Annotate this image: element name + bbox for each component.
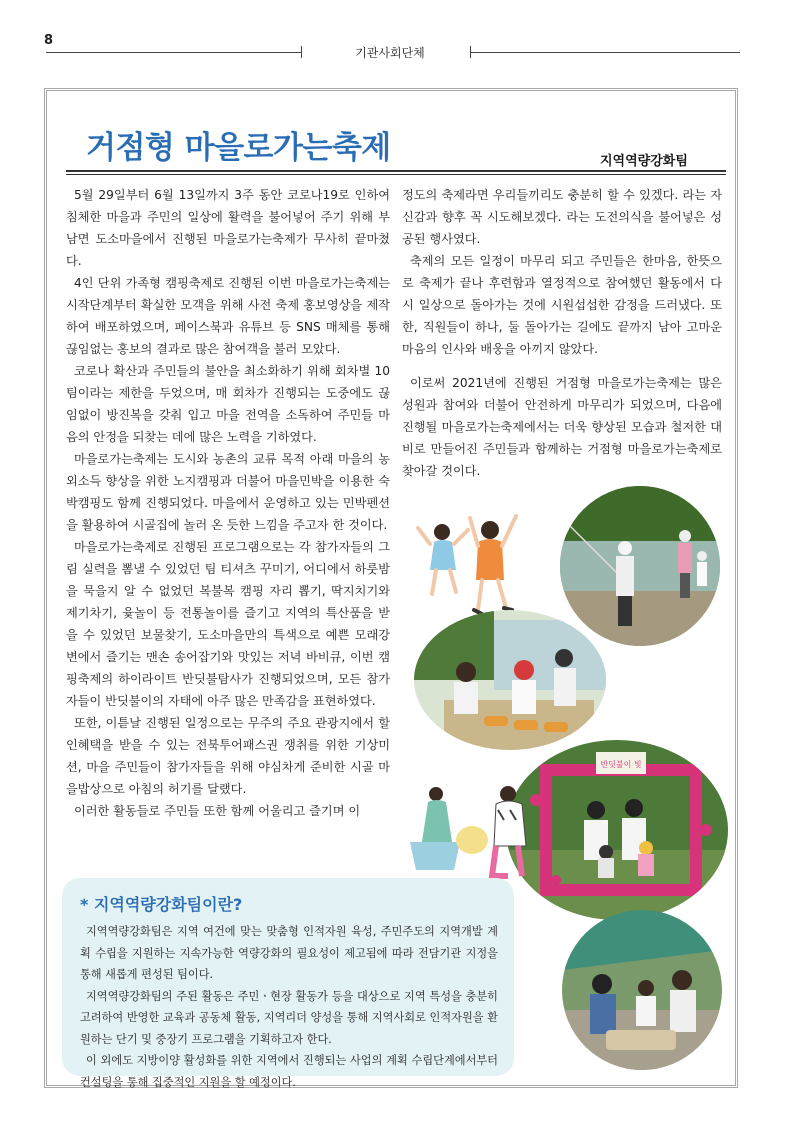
- tent-family-photo: [562, 910, 722, 1070]
- paragraph: 정도의 축제라면 우리들끼리도 충분히 할 수 있겠다. 라는 자신감과 향후 꼭 시도해보겠다. 라는 도전의식을 불어넣은 성공된 행사였다.: [402, 188, 722, 246]
- article-author-team: 지역역량강화팀: [600, 154, 688, 169]
- info-box-title: * 지역역량강화팀이란?: [80, 895, 243, 914]
- section-label: 기관사회단체: [355, 46, 425, 60]
- crafts-photo: [414, 610, 606, 750]
- info-paragraph: 이 외에도 지방이양 활성화를 위한 지역에서 진행되는 사업의 계획 수립단계에서부터 컨설팅을 통해 집중적인 지원을 할 예정이다.: [80, 1054, 498, 1089]
- photo-frame-sign: 반딧불이 빛: [600, 760, 642, 769]
- article-right-column: [402, 184, 722, 482]
- paragraph: 마을로가는축제는 도시와 농촌의 교류 목적 아래 마을의 농외소득 향상을 위한 노지캠핑과 더불어 마을민박을 이용한 숙박캠핑도 함께 진행되었다. 마을에서 운영하고 있는 민박펜션을 활용하여 시골집에 놀러 온 듯한 느낌을 주고자 한 것이다.: [66, 452, 390, 532]
- header-tick-left: [301, 46, 302, 58]
- fishing-photo: [560, 486, 720, 646]
- title-rule: [66, 170, 726, 172]
- paragraph: 또한, 이튿날 진행된 일정으로는 무주의 주요 관광지에서 할인혜택을 받을 수 있는 전북투어패스권 쟁취를 위한 기상미션, 마을 주민들이 참가자들을 위해 야심차게 준비한 시골 마을밥상으로 아침의 허기를 달랬다.: [66, 716, 390, 796]
- team-info-box: [62, 878, 514, 1089]
- article-title: 거점형 마을로가는축제: [86, 130, 391, 166]
- paragraph: 코로나 확산과 주민들의 불안을 최소화하기 위해 회차별 10팀이라는 제한을 두었으며, 매 회차가 진행되는 도중에도 끊임없이 방진복을 갖춰 입고 마을 전역을 소독하여 주민들 마음의 안정을 되찾는 데에 많은 노력을 기하였다.: [66, 364, 390, 444]
- info-paragraph: 지역역량강화팀은 지역 여건에 맞는 맞춤형 인적자원 육성, 주민주도의 지역개발 계획 수립을 지원하는 지속가능한 역량강화의 필요성이 제고됨에 따라 전담기관 지정을 통해 새롭게 편성된 팀이다.: [80, 925, 498, 981]
- paragraph: 5월 29일부터 6월 13일까지 3주 동안 코로나19로 인하여 침체한 마을과 주민의 일상에 활력을 불어넣어 주기 위해 부남면 도소마을에서 진행된 마을로가는축제가 무사히 끝마쳤다.: [66, 188, 390, 268]
- article-left-column: [66, 184, 390, 822]
- header-rule-left: [46, 52, 302, 53]
- info-paragraph: 지역역량강화팀의 주된 활동은 주민ㆍ현장 활동가 등을 대상으로 지역 특성을 충분히 고려하여 반영한 교육과 공동체 활동, 지역리더 양성을 통해 지역사회로 인적자원을 환원하는 단기 및 중장기 프로그램을 기획하고자 한다.: [80, 989, 498, 1046]
- info-box-body: [80, 921, 498, 1093]
- paragraph: 마을로가는축제로 진행된 프로그램으로는 각 참가자들의 그림 실력을 뽐낼 수 있었던 팀 티셔츠 꾸미기, 어디에서 하룻밤을 묵을지 알 수 없었던 복불복 캠핑 자리 뽑기, 딱지치기와 제기차기, 윷놀이 등 전통놀이를 즐기고 지역의 특산품을 받을 수 있었던 보물찾기, 도소마을만의 특색으로 예쁜 모래강변에서 즐기는 맨손 송어잡기와 맛있는 저녁 바비큐, 이번 캠핑축제의 하이라이트 반딧불탐사가 진행되었으며, 모든 참가자들이 반딧불이의 자태에 아주 많은 만족감을 표현하였다.: [66, 540, 390, 708]
- header-rule-right: [470, 52, 740, 53]
- paragraph: 이로써 2021년에 진행된 거점형 마을로가는축제는 많은 성원과 참여와 더불어 안전하게 마무리가 되었으며, 다음에 진행될 마을로가는축제에서는 더욱 향상된 모습과 철저한 대비로 만들어진 주민들과 함께하는 거점형 마을로가는축제로 찾아갈 것이다.: [402, 376, 722, 478]
- friends-illustration: [400, 780, 550, 890]
- paragraph: 4인 단위 가족형 캠핑축제로 진행된 이번 마을로가는축제는 시작단계부터 확실한 모객을 위해 사전 축제 홍보영상을 제작하여 배포하였으며, 페이스북과 유튜브 등 SNS 매체를 통해 끊임없는 홍보의 결과로 많은 참여객을 불러 모았다.: [66, 276, 390, 356]
- paragraph: 축제의 모든 일정이 마무리 되고 주민들은 한마음, 한뜻으로 축제가 끝나 후련함과 열정적으로 참여했던 활동에서 다시 일상으로 돌아가는 것에 시원섭섭한 감정을 드러냈다. 또한, 직원들이 하나, 둘 돌아가는 길에도 끝까지 남아 고마운 마음의 인사와 배웅을 아끼지 않았다.: [402, 254, 722, 356]
- paragraph: 이러한 활동들로 주민들 또한 함께 어울리고 즐기며 이: [74, 804, 361, 818]
- title-rule-thin: [66, 174, 726, 175]
- page-number: 8: [44, 33, 54, 48]
